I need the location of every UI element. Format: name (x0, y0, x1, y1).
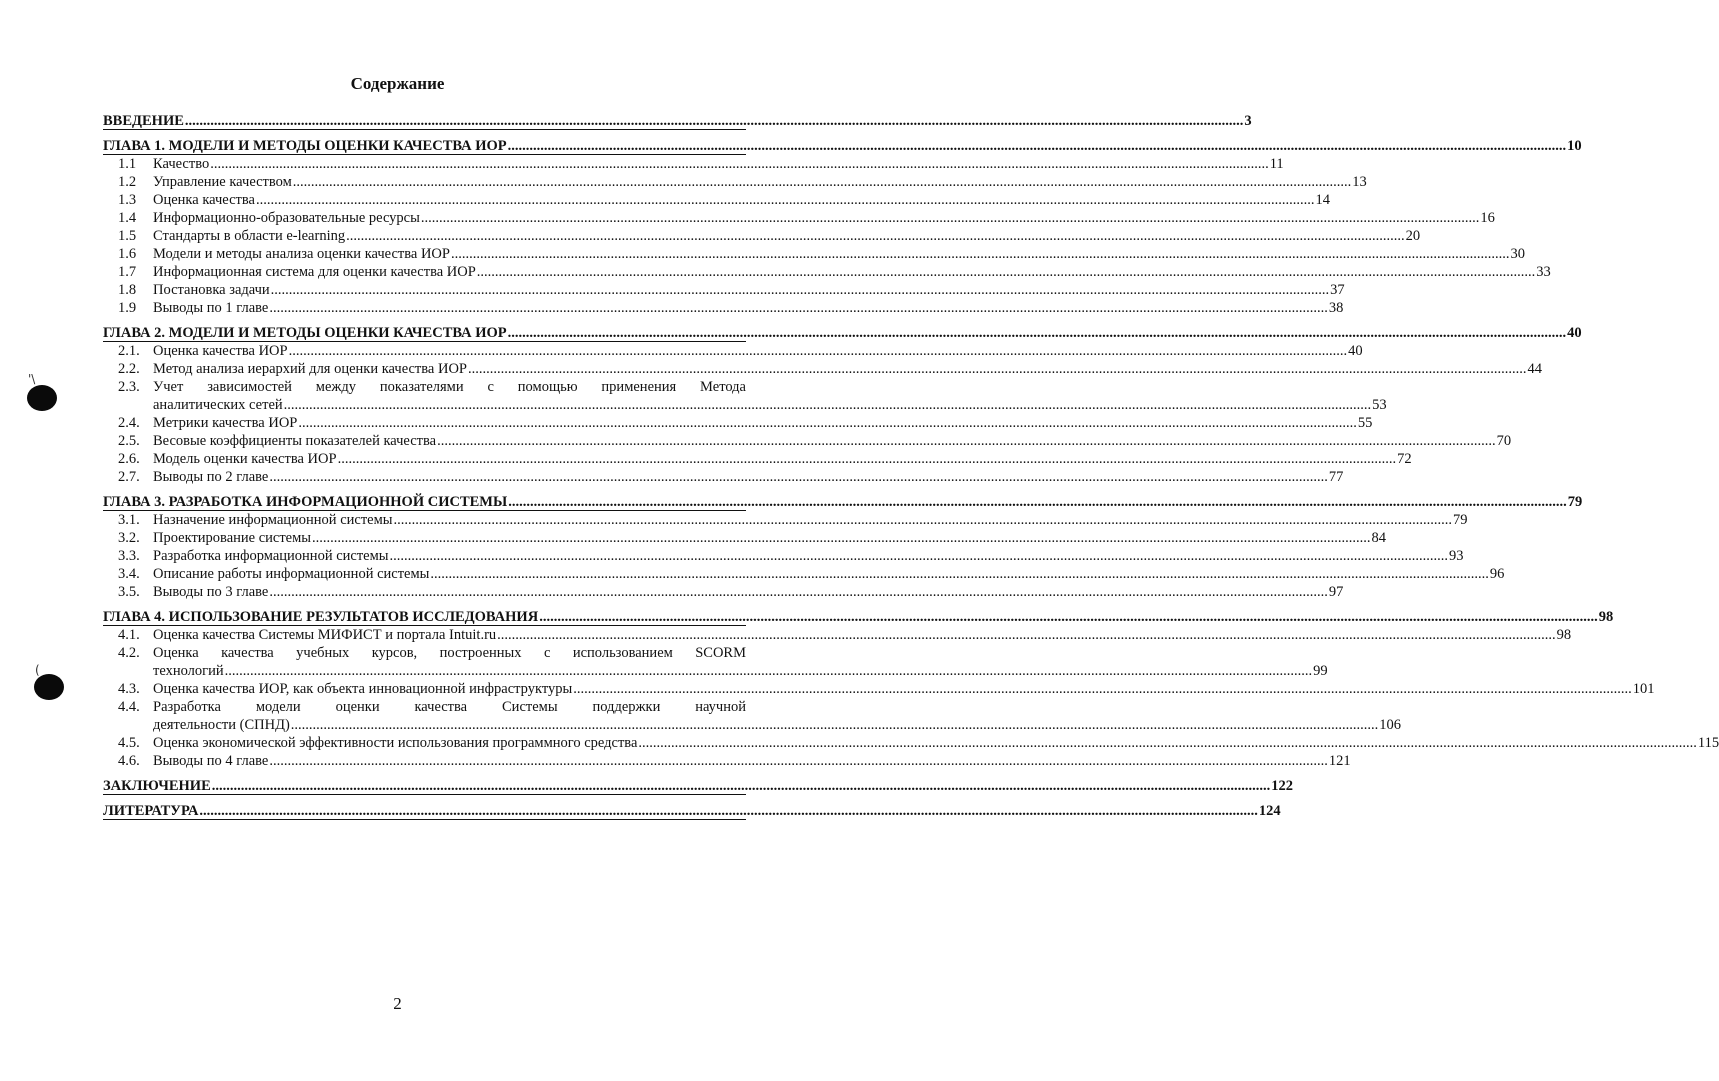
dot-leader (212, 777, 1271, 795)
toc-chapter-title: ГЛАВА 1. МОДЕЛИ И МЕТОДЫ ОЦЕНКИ КАЧЕСТВА ИОР (103, 138, 507, 154)
dot-leader (508, 324, 1567, 342)
toc-section-title: Описание работы информационной системы (153, 566, 430, 582)
toc-page-number: 20 (1405, 228, 1421, 244)
toc-section-entry (103, 155, 1284, 173)
toc-section-entry (103, 378, 1387, 414)
toc-page-number: 124 (1258, 803, 1281, 819)
toc-page-number: 14 (1315, 192, 1330, 208)
toc-section-number: 3.4. (118, 566, 140, 582)
toc-section-title: Выводы по 1 главе (153, 300, 269, 316)
toc-section-number: 2.1. (118, 343, 140, 359)
dot-leader (346, 227, 1405, 245)
toc-section-number: 1.8 (118, 282, 137, 298)
toc-page-number: 97 (1328, 584, 1344, 600)
toc-section-entry (103, 565, 1505, 583)
toc-section-number: 2.7. (118, 469, 140, 485)
toc-section-entry (103, 547, 1464, 565)
toc-section-number: 3.5. (118, 584, 140, 600)
toc-section-entry (103, 360, 1542, 378)
toc-section-number: 3.1. (118, 512, 140, 528)
toc-section-entry (103, 734, 1719, 752)
dot-leader: ............................................................................................................................................................................................................................................................................................................ (283, 397, 1372, 413)
toc-section-entry (103, 432, 1512, 450)
toc-page-number: 11 (1269, 156, 1284, 172)
dot-leader (269, 583, 1328, 601)
dot-leader (269, 468, 1328, 486)
toc-section-number: 4.4. (118, 699, 140, 715)
toc-page-number: 121 (1328, 753, 1351, 769)
toc-section-number: 2.3. (118, 379, 140, 395)
toc-section-title-continued: технологий (153, 663, 224, 679)
toc-chapter-title: ЛИТЕРАТУРА (103, 803, 199, 819)
toc-section-number: 1.5 (118, 228, 137, 244)
dot-leader (199, 802, 1258, 820)
toc-page-number: 93 (1449, 548, 1464, 564)
toc-chapter-title: ГЛАВА 4. ИСПОЛЬЗОВАНИЕ РЕЗУЛЬТАТОВ ИССЛЕДОВАНИЯ (103, 609, 539, 625)
toc-section-entry (103, 450, 1412, 468)
toc-section-number: 1.4 (118, 210, 137, 226)
toc-section-entry (103, 698, 1402, 734)
toc-section-number: 1.9 (118, 300, 137, 316)
toc-section-title: Модели и методы анализа оценки качества ИОР (153, 246, 450, 262)
dot-leader (508, 137, 1567, 155)
dot-leader (185, 112, 1244, 130)
dot-leader (269, 752, 1328, 770)
toc-section-title: Выводы по 2 главе (153, 469, 269, 485)
toc-page-number: 98 (1556, 627, 1572, 643)
toc-chapter-entry (103, 608, 1614, 626)
toc-section-title: Оценка качества Системы МИФИСТ и портала Intuit.ru (153, 627, 497, 643)
punch-hole-mark (34, 674, 64, 700)
toc-section-title: Информационно-образовательные ресурсы (153, 210, 420, 226)
scan-speck: ( (35, 663, 40, 677)
toc-section-title: Весовые коэффициенты показателей качества (153, 433, 437, 449)
toc-section-number: 2.4. (118, 415, 140, 431)
toc-chapter-title: ГЛАВА 3. РАЗРАБОТКА ИНФОРМАЦИОННОЙ СИСТЕМЫ (103, 494, 508, 510)
dot-leader (312, 529, 1371, 547)
toc-section-number: 1.2 (118, 174, 137, 190)
toc-section-number: 3.2. (118, 530, 140, 546)
toc-page-number: 77 (1328, 469, 1344, 485)
toc-section-title: Учет зависимостей между показателями с помощью применения Метода (153, 379, 746, 395)
toc-section-number: 4.3. (118, 681, 140, 697)
toc-section-number: 1.6 (118, 246, 137, 262)
toc-section-title: Качество (153, 156, 210, 172)
dot-leader (468, 360, 1527, 378)
toc-section-entry (103, 414, 1373, 432)
toc-section-title: Стандарты в области e-learning (153, 228, 346, 244)
toc-section-number: 4.2. (118, 645, 140, 661)
dot-leader: ............................................................................................................................................................................................................................................................................................................ (224, 663, 1313, 679)
toc-chapter-entry (103, 777, 1294, 795)
toc-section-title: Управление качеством (153, 174, 292, 190)
toc-section-entry (103, 626, 1572, 644)
toc-page-number: 53 (1372, 397, 1387, 413)
toc-section-entry (103, 511, 1468, 529)
toc-section-title: Оценка качества учебных курсов, построенных с использованием SCORM (153, 645, 746, 661)
toc-section-entry (103, 245, 1525, 263)
toc-section-title: Информационная система для оценки качества ИОР (153, 264, 476, 280)
toc-section-entry (103, 227, 1421, 245)
dot-leader (430, 565, 1489, 583)
toc-section-entry (103, 583, 1344, 601)
dot-leader (573, 680, 1632, 698)
toc-page-number: 38 (1328, 300, 1344, 316)
dot-leader (271, 281, 1330, 299)
toc-section-number: 4.5. (118, 735, 140, 751)
toc-section-title: Проектирование системы (153, 530, 312, 546)
toc-section-title: Оценка качества (153, 192, 255, 208)
toc-page-number: 30 (1510, 246, 1525, 262)
toc-chapter-title: ЗАКЛЮЧЕНИЕ (103, 778, 211, 794)
toc-section-title-continued: деятельности (СПНД) (153, 717, 290, 733)
toc-section-number: 2.5. (118, 433, 140, 449)
dot-leader (497, 626, 1556, 644)
toc-chapter-entry (103, 493, 1583, 511)
toc-page-number: 40 (1567, 325, 1582, 341)
toc-section-number: 3.3. (118, 548, 140, 564)
toc-page-number: 79 (1567, 494, 1583, 510)
toc-section-number: 2.6. (118, 451, 140, 467)
toc-section-title: Оценка экономической эффективности использования программного средства (153, 735, 638, 751)
dot-leader (437, 432, 1496, 450)
dot-leader (477, 263, 1536, 281)
toc-section-title: Постановка задачи (153, 282, 270, 298)
scan-speck: '\ (28, 372, 36, 386)
toc-page-number: 84 (1371, 530, 1387, 546)
dot-leader (539, 608, 1598, 626)
dot-leader (508, 493, 1567, 511)
toc-section-entry (103, 342, 1363, 360)
dot-leader (210, 155, 1269, 173)
toc-page-number: 37 (1330, 282, 1345, 298)
toc-page-number: 98 (1598, 609, 1614, 625)
dot-leader (293, 173, 1352, 191)
toc-section-title: Метод анализа иерархий для оценки качества ИОР (153, 361, 467, 377)
toc-section-title: Выводы по 4 главе (153, 753, 269, 769)
table-of-contents (103, 112, 1719, 820)
toc-section-number: 2.2. (118, 361, 140, 377)
toc-section-title: Метрики качества ИОР (153, 415, 298, 431)
toc-page-number: 16 (1480, 210, 1495, 226)
toc-section-entry (103, 752, 1351, 770)
page-title: Содержание (350, 74, 445, 93)
toc-section-title: Разработка модели оценки качества Системы поддержки научной (153, 699, 746, 715)
dot-leader (256, 191, 1315, 209)
toc-chapter-title: ГЛАВА 2. МОДЕЛИ И МЕТОДЫ ОЦЕНКИ КАЧЕСТВА ИОР (103, 325, 507, 341)
toc-page-number: 101 (1632, 681, 1655, 697)
toc-page-number: 99 (1313, 663, 1328, 679)
toc-chapter-entry (103, 137, 1582, 155)
toc-section-title: Выводы по 3 главе (153, 584, 269, 600)
toc-page-number: 44 (1527, 361, 1542, 377)
toc-section-entry (103, 263, 1551, 281)
toc-page-number: 55 (1357, 415, 1373, 431)
toc-section-entry (103, 281, 1345, 299)
toc-page-number: 70 (1496, 433, 1512, 449)
dot-leader (298, 414, 1357, 432)
punch-hole-mark (27, 385, 57, 411)
toc-section-entry (103, 209, 1495, 227)
toc-section-number: 1.3 (118, 192, 137, 208)
toc-section-title: Оценка качества ИОР, как объекта инновационной инфраструктуры (153, 681, 573, 697)
toc-page-number: 33 (1536, 264, 1551, 280)
toc-section-entry (103, 680, 1655, 698)
toc-section-entry (103, 299, 1344, 317)
dot-leader (338, 450, 1397, 468)
dot-leader: ............................................................................................................................................................................................................................................................................................................ (290, 717, 1379, 733)
dot-leader (289, 342, 1348, 360)
toc-chapter-entry (103, 324, 1582, 342)
toc-page-number: 79 (1453, 512, 1468, 528)
toc-page-number: 13 (1352, 174, 1367, 190)
toc-page-number: 96 (1489, 566, 1505, 582)
toc-section-title: Оценка качества ИОР (153, 343, 288, 359)
toc-page-number: 40 (1348, 343, 1363, 359)
toc-section-number: 1.7 (118, 264, 137, 280)
toc-section-entry (103, 468, 1344, 486)
dot-leader (451, 245, 1510, 263)
toc-section-entry (103, 173, 1367, 191)
toc-chapter-entry (103, 112, 1252, 130)
dot-leader (390, 547, 1449, 565)
toc-chapter-title: ВВЕДЕНИЕ (103, 113, 184, 129)
toc-section-title: Модель оценки качества ИОР (153, 451, 337, 467)
toc-section-title: Назначение информационной системы (153, 512, 393, 528)
toc-section-title: Разработка информационной системы (153, 548, 389, 564)
dot-leader (638, 734, 1697, 752)
toc-section-entry (103, 529, 1387, 547)
toc-section-entry (103, 191, 1330, 209)
page-number: 2 (393, 994, 402, 1013)
toc-section-number: 1.1 (118, 156, 137, 172)
toc-page-number: 122 (1271, 778, 1294, 794)
toc-page-number: 115 (1697, 735, 1719, 751)
dot-leader (394, 511, 1453, 529)
toc-page-number: 106 (1379, 717, 1402, 733)
toc-section-title-continued: аналитических сетей (153, 397, 283, 413)
toc-section-number: 4.6. (118, 753, 140, 769)
toc-chapter-entry (103, 802, 1281, 820)
toc-section-number: 4.1. (118, 627, 140, 643)
toc-section-entry (103, 644, 1328, 680)
toc-page-number: 10 (1567, 138, 1582, 154)
dot-leader (269, 299, 1328, 317)
toc-page-number: 3 (1244, 113, 1252, 129)
dot-leader (421, 209, 1480, 227)
toc-page-number: 72 (1397, 451, 1412, 467)
